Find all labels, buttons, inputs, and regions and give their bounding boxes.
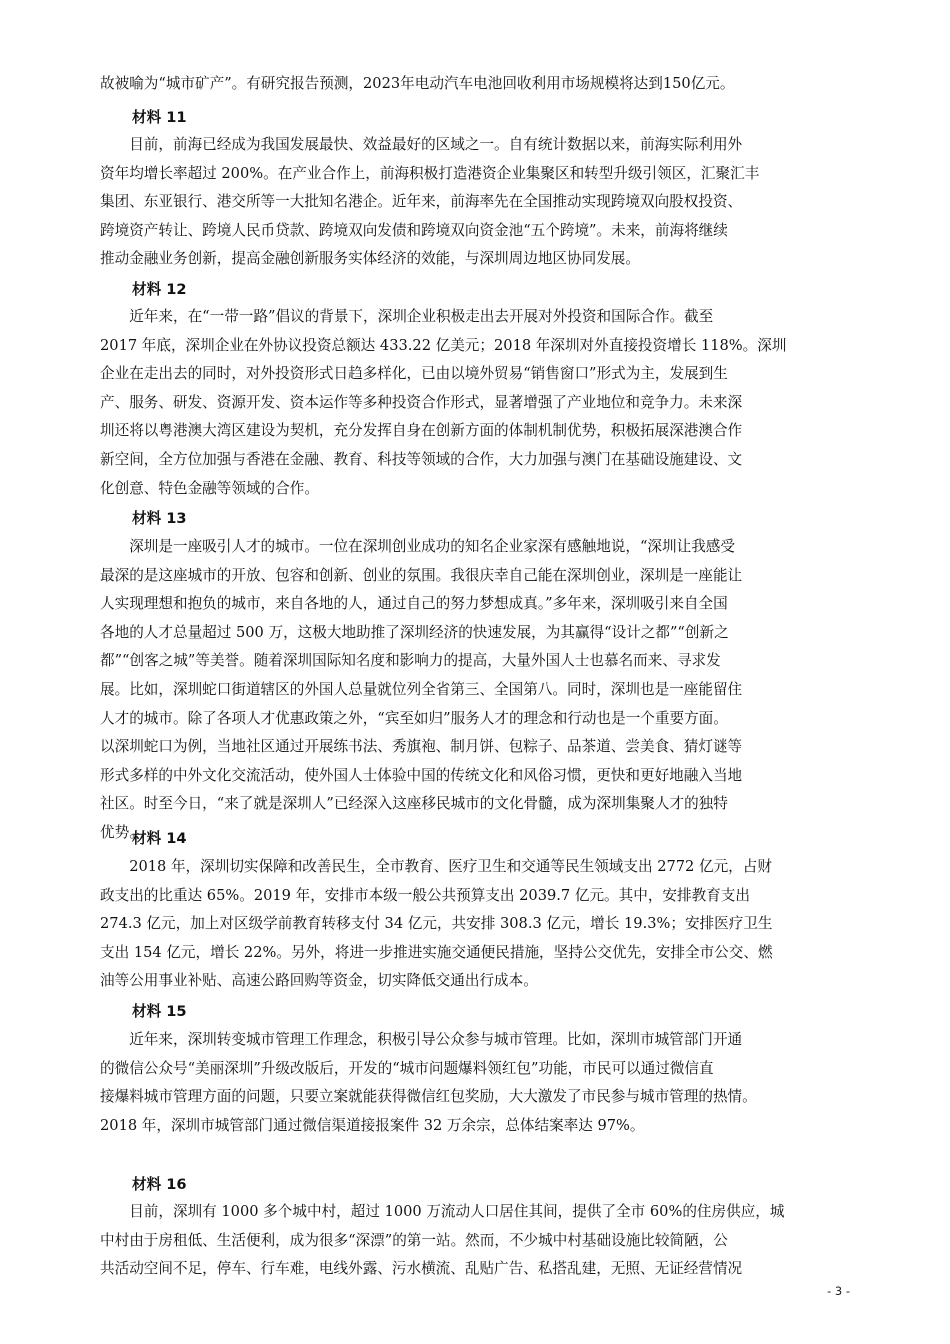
page-number: - 3 - (827, 1284, 850, 1298)
body-line: 跨境资产转让、跨境人民币贷款、跨境双向发债和跨境双向资金池“五个跨境”。未来，前海将继续 (100, 221, 728, 239)
body-line: 展。比如，深圳蛇口街道辖区的外国人总量就位列全省第三、全国第八。同时，深圳也是一座能留住 (100, 680, 743, 698)
body-line: 近年来，在“一带一路”倡议的背景下，深圳企业积极走出去开展对外投资和国际合作。截至 (129, 308, 714, 325)
body-line: 274.3 亿元，加上对区级学前教育转移支付 34 亿元，共安排 308.3 亿元，增长 19.3%；安排医疗卫生 (100, 915, 773, 933)
section-heading-11: 材料 11 (132, 109, 187, 126)
body-line: 2018 年，深圳切实保障和改善民生，全市教育、医疗卫生和交通等民生领域支出 2772 亿元，占财 (129, 858, 772, 875)
body-line: 最深的是这座城市的开放、包容和创新、创业的氛围。我很庆幸自己能在深圳创业，深圳是一座能让 (100, 566, 743, 584)
body-line: 深圳是一座吸引人才的城市。一位在深圳创业成功的知名企业家深有感触地说，“深圳让我感受 (129, 538, 735, 555)
body-line: 集团、东亚银行、港交所等一大批知名港企。近年来，前海率先在全国推动实现跨境双向股权投资、 (100, 193, 743, 211)
body-line: 近年来，深圳转变城市管理工作理念，积极引导公众参与城市管理。比如，深圳市城管部门开通 (129, 1031, 743, 1048)
body-line: 2017 年底，深圳企业在外协议投资总额达 433.22 亿美元；2018 年深圳对外直接投资增长 118%。深圳 (100, 336, 787, 354)
section-heading-14: 材料 14 (132, 830, 187, 847)
body-line: 企业在走出去的同时，对外投资形式日趋多样化，已由以境外贸易“销售窗口”形式为主，发展到生 (100, 365, 728, 383)
body-line: 新空间，全方位加强与香港在金融、教育、科技等领域的合作，大力加强与澳门在基础设施建设、文 (100, 450, 743, 468)
body-line: 圳还将以粤港澳大湾区建设为契机，充分发挥自身在创新方面的体制机制优势，积极拓展深港澳合作 (100, 422, 743, 440)
body-line: 化创意、特色金融等领域的合作。 (100, 479, 319, 497)
section-body-11 (100, 131, 759, 274)
body-line: 油等公用事业补贴、高速公路回购等资金，切实降低交通出行成本。 (100, 972, 538, 990)
body-line: 资年均增长率超过 200%。在产业合作上，前海积极打造港资企业集聚区和转型升级引领区，汇聚汇丰 (100, 164, 760, 182)
body-line: 社区。时至今日，“来了就是深圳人”已经深入这座移民城市的文化骨髓，成为深圳集聚人才的独特 (100, 795, 728, 813)
section-heading-16: 材料 16 (132, 1176, 187, 1193)
body-line: 共活动空间不足，停车、行车难，电线外露、污水横流、乱贴广告、私搭乱建，无照、无证经营情况 (100, 1260, 743, 1278)
section-heading-13: 材料 13 (132, 510, 187, 527)
body-line: 支出 154 亿元，增长 22%。另外，将进一步推进实施交通便民措施，坚持公交优先，安排全市公交、燃 (100, 943, 773, 961)
body-line: 中村由于房租低、生活便利，成为很多“深漂”的第一站。然而，不少城中村基础设施比较简陋，公 (100, 1231, 728, 1249)
body-line: 目前，深圳有 1000 多个城中村，超过 1000 万流动人口居住其间，提供了全市 60%的住房供应，城 (129, 1203, 785, 1220)
body-line: 产、服务、研发、资源开发、资本运作等多种投资合作形式，显著增强了产业地位和竞争力。未来深 (100, 393, 743, 411)
body-line: 优势。 (100, 823, 144, 841)
body-line: 2018 年，深圳市城管部门通过微信渠道接报案件 32 万余宗，总体结案率达 97%。 (100, 1116, 645, 1134)
body-line: 各地的人才总量超过 500 万，这极大地助推了深圳经济的快速发展，为其赢得“设计之都”“创新之 (100, 623, 729, 641)
lead-paragraph: 故被喻为“城市矿产”。有研究报告预测，2023年电动汽车电池回收利用市场规模将达到150亿元。 (100, 75, 735, 92)
section-body-12 (100, 303, 786, 503)
body-line: 的微信公众号“美丽深圳”升级改版后，开发的“城市问题爆料领红包”功能，市民可以通过微信直 (100, 1059, 714, 1077)
section-body-15 (100, 1026, 757, 1140)
section-heading-12: 材料 12 (132, 281, 187, 298)
section-heading-15: 材料 15 (132, 1003, 187, 1020)
body-line: 都”“创客之城”等美誉。随着深圳国际知名度和影响力的提高，大量外国人士也慕名而来、寻求发 (100, 652, 721, 670)
body-line: 以深圳蛇口为例，当地社区通过开展练书法、秀旗袍、制月饼、包粽子、品茶道、尝美食、猜灯谜等 (100, 738, 743, 756)
body-line: 人实现理想和抱负的城市，来自各地的人，通过自己的努力梦想成真。”多年来，深圳吸引来自全国 (100, 595, 728, 613)
section-body-13 (100, 533, 742, 848)
body-line: 政支出的比重达 65%。2019 年，安排市本级一般公共预算支出 2039.7 亿元。其中，安排教育支出 (100, 886, 750, 904)
body-line: 推动金融业务创新，提高金融创新服务实体经济的效能，与深圳周边地区协同发展。 (100, 250, 640, 268)
section-body-14 (100, 853, 773, 996)
body-line: 目前，前海已经成为我国发展最快、效益最好的区域之一。自有统计数据以来，前海实际利用外 (129, 136, 743, 153)
body-line: 接爆料城市管理方面的问题，只要立案就能获得微信红包奖励，大大激发了市民参与城市管理的热情。 (100, 1088, 757, 1106)
body-line: 人才的城市。除了各项人才优惠政策之外，“宾至如归”服务人才的理念和行动也是一个重要方面。 (100, 709, 728, 727)
section-body-16 (100, 1198, 784, 1284)
body-line: 形式多样的中外文化交流活动，使外国人士体验中国的传统文化和风俗习惯，更快和更好地融入当地 (100, 766, 743, 784)
